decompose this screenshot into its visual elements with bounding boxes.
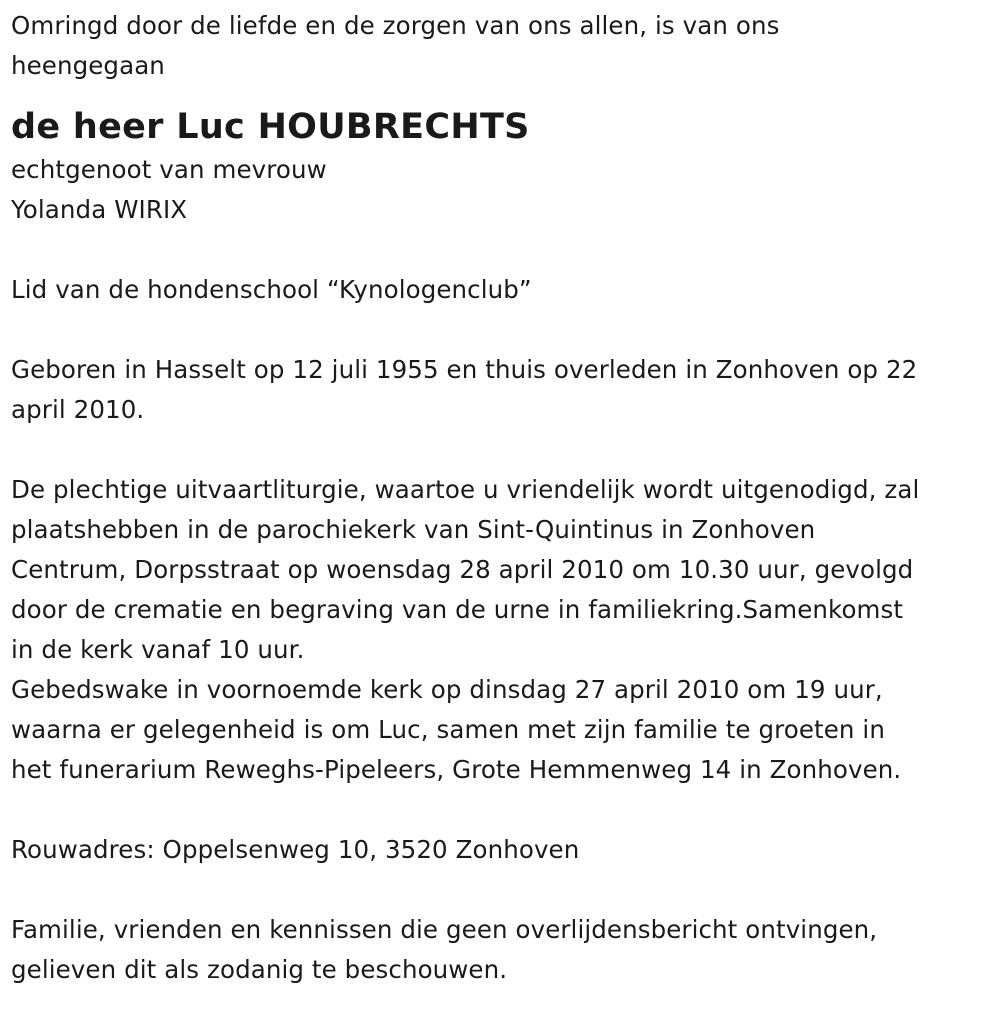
relation-line: echtgenoot van mevrouw <box>11 155 327 184</box>
funeral-text <box>11 470 990 790</box>
vigil-line: het funerarium Reweghs-Pipeleers, Grote Hemmenweg 14 in Zonhoven. <box>11 755 902 784</box>
spacer <box>11 310 990 350</box>
birth-death-text <box>11 350 990 430</box>
relation-text <box>11 150 990 230</box>
spacer <box>11 870 990 910</box>
closing-line: Familie, vrienden en kennissen die geen overlijdensbericht ontvingen, <box>11 915 878 944</box>
intro-text <box>11 6 990 86</box>
funeral-line: plaatshebben in de parochiekerk van Sint-Quintinus in Zonhoven <box>11 515 816 544</box>
intro-line: heengegaan <box>11 51 165 80</box>
vigil-line: Gebedswake in voornoemde kerk op dinsdag 27 april 2010 om 19 uur, <box>11 675 883 704</box>
funeral-line: door de crematie en begraving van de urne in familiekring.Samenkomst <box>11 595 904 624</box>
mourning-address: Rouwadres: Oppelsenweg 10, 3520 Zonhoven <box>11 835 580 864</box>
birth-death-line: Geboren in Hasselt op 12 juli 1955 en thuis overleden in Zonhoven op 22 <box>11 355 918 384</box>
birth-death-line: april 2010. <box>11 395 145 424</box>
funeral-line: Centrum, Dorpsstraat op woensdag 28 april 2010 om 10.30 uur, gevolgd <box>11 555 914 584</box>
spacer <box>11 430 990 470</box>
deceased-name: de heer Luc HOUBRECHTS <box>11 107 530 147</box>
spacer <box>11 230 990 270</box>
closing-line: gelieven dit als zodanig te beschouwen. <box>11 955 508 984</box>
funeral-line: De plechtige uitvaartliturgie, waartoe u vriendelijk wordt uitgenodigd, zal <box>11 475 920 504</box>
funeral-line: in de kerk vanaf 10 uur. <box>11 635 305 664</box>
intro-line: Omringd door de liefde en de zorgen van ons allen, is van ons <box>11 11 780 40</box>
membership-text: Lid van de hondenschool “Kynologenclub” <box>11 275 532 304</box>
spacer <box>11 790 990 830</box>
closing-text <box>11 910 990 990</box>
spouse-name: Yolanda WIRIX <box>11 195 188 224</box>
vigil-line: waarna er gelegenheid is om Luc, samen met zijn familie te groeten in <box>11 715 885 744</box>
